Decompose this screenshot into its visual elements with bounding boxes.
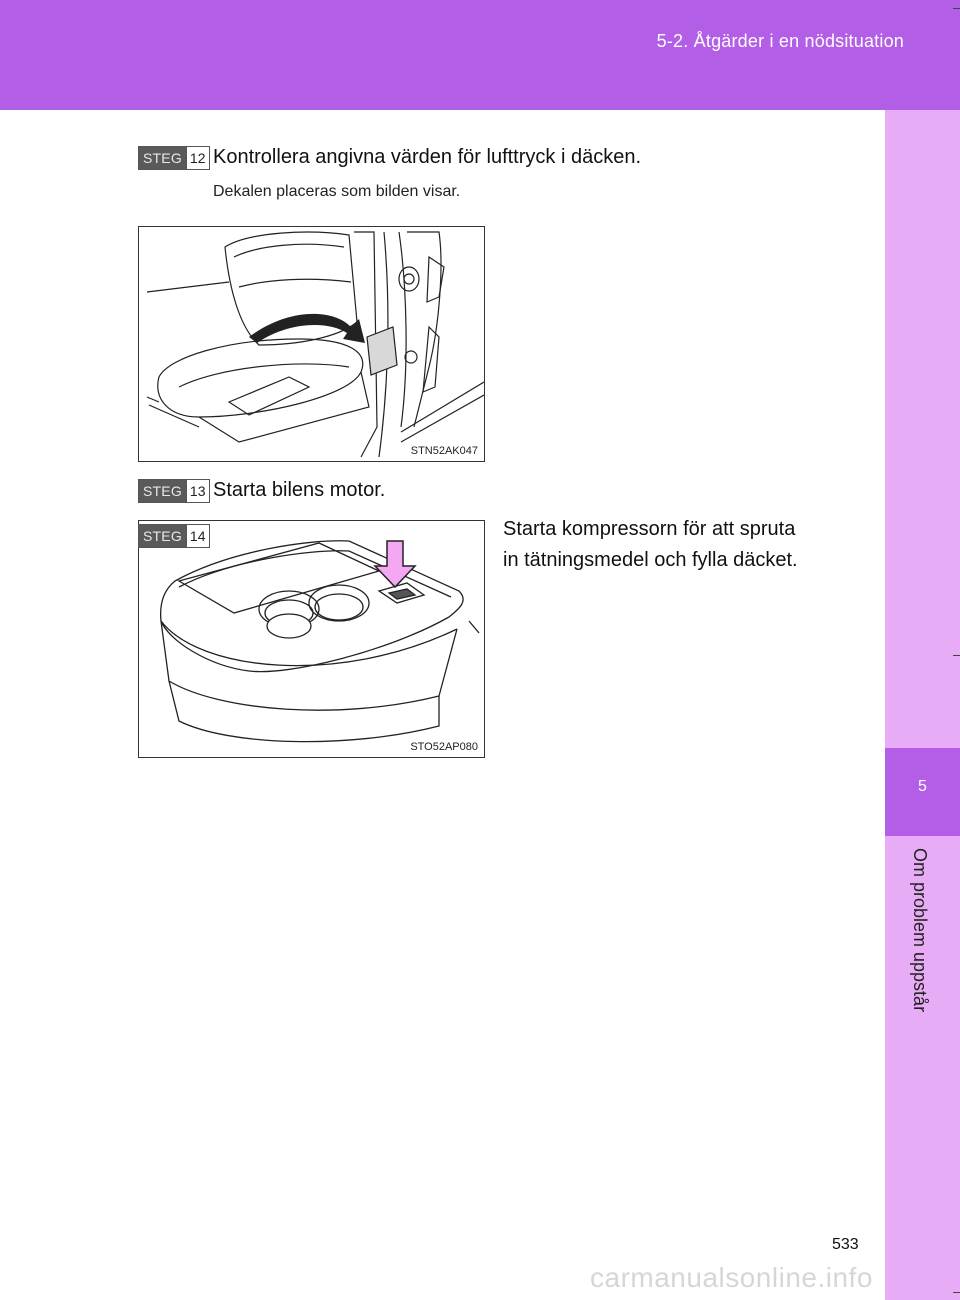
step-badge-word: STEG [139,147,186,169]
step-14-text-line2: in tätningsmedel och fylla däcket. [503,549,798,571]
compressor-switch-illustration [139,521,484,757]
seat-door-label-illustration [139,227,484,461]
chapter-tab[interactable] [885,748,960,836]
chapter-number: 5 [918,778,927,795]
chapter-label: Om problem uppstår [910,848,930,1013]
step-12-text: Kontrollera angivna värden för lufttryck i däcken. [213,146,641,168]
section-title: 5-2. Åtgärder i en nödsituation [656,31,904,51]
side-tab-upper [885,110,960,748]
step-badge-word: STEG [139,480,186,502]
step-13-text: Starta bilens motor. [213,479,386,501]
step-badge-12 [138,146,210,170]
step-badge-word: STEG [139,525,186,547]
step-badge-number: 13 [186,480,209,502]
figure-seat-label [138,226,485,462]
header-band [0,0,960,110]
watermark: carmanualsonline.info [590,1262,873,1293]
crop-mark [953,1292,960,1293]
figure-code: STO52AP080 [410,741,478,753]
page-number: 533 [832,1236,859,1253]
side-tab-lower [885,836,960,1300]
step-badge-14 [138,524,210,548]
step-14-text-line1: Starta kompressorn för att spruta [503,518,796,540]
step-badge-number: 14 [186,525,209,547]
step-badge-number: 12 [186,147,209,169]
step-12-note: Dekalen placeras som bilden visar. [213,183,461,200]
figure-compressor [138,520,485,758]
crop-mark [953,8,960,9]
step-badge-13 [138,479,210,503]
crop-mark [953,655,960,656]
figure-code: STN52AK047 [410,445,478,457]
